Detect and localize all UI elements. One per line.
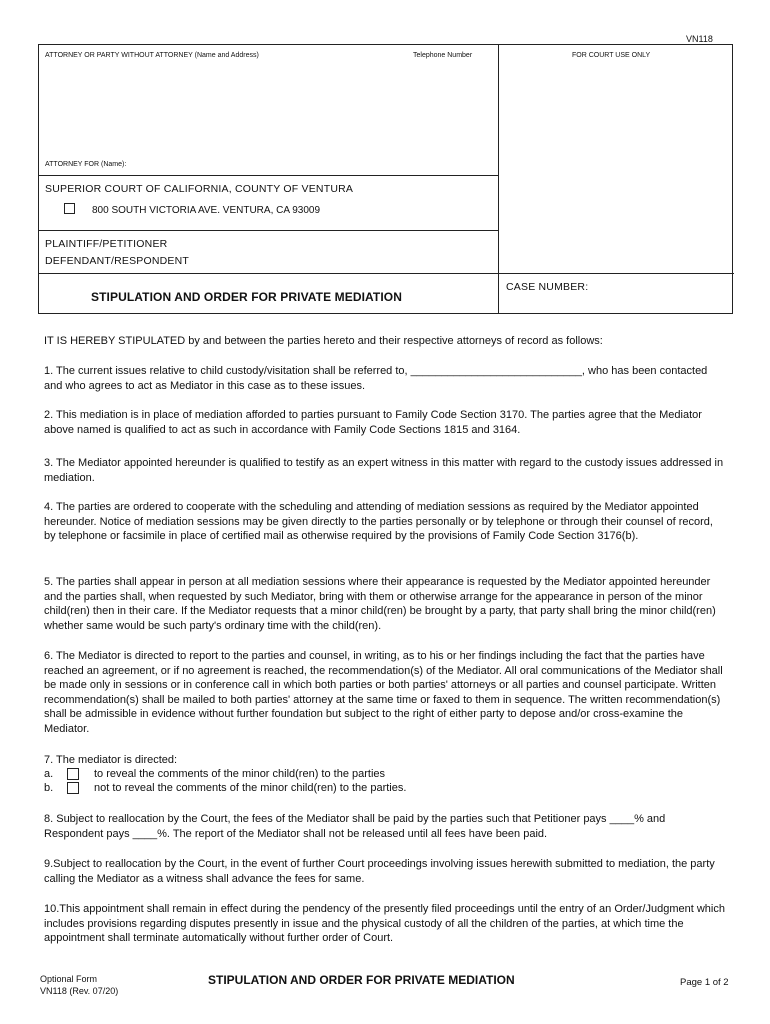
option-b-letter: b. xyxy=(44,782,54,794)
option-a-text: to reveal the comments of the minor child(ren) to the parties xyxy=(94,768,386,780)
divider xyxy=(39,273,734,274)
option-b-checkbox[interactable] xyxy=(67,782,79,794)
divider xyxy=(39,230,498,231)
option-a-letter: a. xyxy=(44,768,54,780)
paragraph-1: 1. The current issues relative to child custody/visitation shall be referred to, ____________________________, who has been contacted and who agrees to act as Mediator in this case as to these issues. xyxy=(44,365,708,392)
paragraph-4: 4. The parties are ordered to cooperate with the scheduling and attending of mediation sessions as required by the Mediator appointed hereunder. Notice of mediation sessions may be given directly to the parties personally or by telephone or through their counsel of record, by telephone or facsimile in place of certified mail as otherwise required by the provisions of Family Code Section 3176(b). xyxy=(44,501,713,543)
paragraph-5: 5. The parties shall appear in person at all mediation sessions where their appearance is requested by the Mediator appointed hereunder and the parties shall, when requested by such Mediator, bring with them or otherwise arrange for the appearance in person of the minor child(ren) then in their care. If the Mediator requests that a minor child(ren) be brought by a party, that party shall bring the minor child(ren) whether same would be such party's ordinary time with the child(ren). xyxy=(44,576,716,632)
caption-box xyxy=(38,44,733,314)
paragraph-7-intro: 7. The mediator is directed: xyxy=(44,754,178,766)
attorney-for-label: ATTORNEY FOR (Name): xyxy=(45,161,127,168)
form-code: VN118 xyxy=(686,34,713,44)
court-use-label: FOR COURT USE ONLY xyxy=(572,52,651,59)
option-b-text: not to reveal the comments of the minor child(ren) to the parties. xyxy=(94,782,407,794)
footer-title: STIPULATION AND ORDER FOR PRIVATE MEDIATION xyxy=(208,973,515,987)
attorney-label: ATTORNEY OR PARTY WITHOUT ATTORNEY (Name and Address) xyxy=(45,52,259,59)
divider xyxy=(39,175,498,176)
form-title: STIPULATION AND ORDER FOR PRIVATE MEDIATION xyxy=(91,290,402,304)
footer-form-info xyxy=(40,973,118,997)
paragraph-6: 6. The Mediator is directed to report to the parties and counsel, in writing, as to his or her findings including the fact that the parties have reached an agreement, or if no agreement is reached, the recommendation(s) of the Mediator. All oral communications of the Mediator shall be made only in sessions or in conference call in which both parties or both parties' attorneys or all parties and counsel participate. Written recommendation(s) shall be mailed to both parties' attorney at the same time or faxed to them in sequence. The written recommendation(s) shall be admissible in evidence without further foundation but subject to the right of either party to depose and/or cross-examine the Mediator. xyxy=(44,650,723,735)
paragraph-8: 8. Subject to reallocation by the Court, the fees of the Mediator shall be paid by the parties such that Petitioner pays ____% and Respondent pays ____%. The report of the Mediator shall not be released until all fees have been paid. xyxy=(44,813,666,840)
revision-label: VN118 (Rev. 07/20) xyxy=(40,986,119,996)
intro-paragraph: IT IS HEREBY STIPULATED by and between the parties hereto and their respective attorneys of record as follows: xyxy=(44,335,603,347)
court-address-checkbox[interactable] xyxy=(64,203,75,214)
court-name: SUPERIOR COURT OF CALIFORNIA, COUNTY OF VENTURA xyxy=(45,183,354,195)
paragraph-3: 3. The Mediator appointed hereunder is qualified to testify as an expert witness in this matter with regard to the custody issues addressed in mediation. xyxy=(44,457,724,484)
paragraph-2: 2. This mediation is in place of mediation afforded to parties pursuant to Family Code Section 3170. The parties agree that the Mediator above named is qualified to act as such in accordance with Family Code Sections 1815 and 3164. xyxy=(44,409,702,436)
plaintiff-label: PLAINTIFF/PETITIONER xyxy=(45,238,168,250)
court-address: 800 SOUTH VICTORIA AVE. VENTURA, CA 93009 xyxy=(92,205,321,216)
telephone-label: Telephone Number xyxy=(413,52,473,59)
page-number: Page 1 of 2 xyxy=(680,977,729,988)
optional-form-label: Optional Form xyxy=(40,974,98,984)
defendant-label: DEFENDANT/RESPONDENT xyxy=(45,255,190,267)
paragraph-9: 9.Subject to reallocation by the Court, in the event of further Court proceedings involving issues herewith submitted to mediation, the party calling the Mediator as a witness shall advance the fees for same. xyxy=(44,858,715,885)
case-number-label: CASE NUMBER: xyxy=(506,281,589,293)
paragraph-10: 10.This appointment shall remain in effect during the pendency of the presently filed proceedings until the entry of an Order/Judgment which includes provisions regarding disputes presently in issue and the physical custody of all the children of the parties, at which time the appointment shall terminate automatically without further order of Court. xyxy=(44,903,725,945)
option-a-checkbox[interactable] xyxy=(67,768,79,780)
